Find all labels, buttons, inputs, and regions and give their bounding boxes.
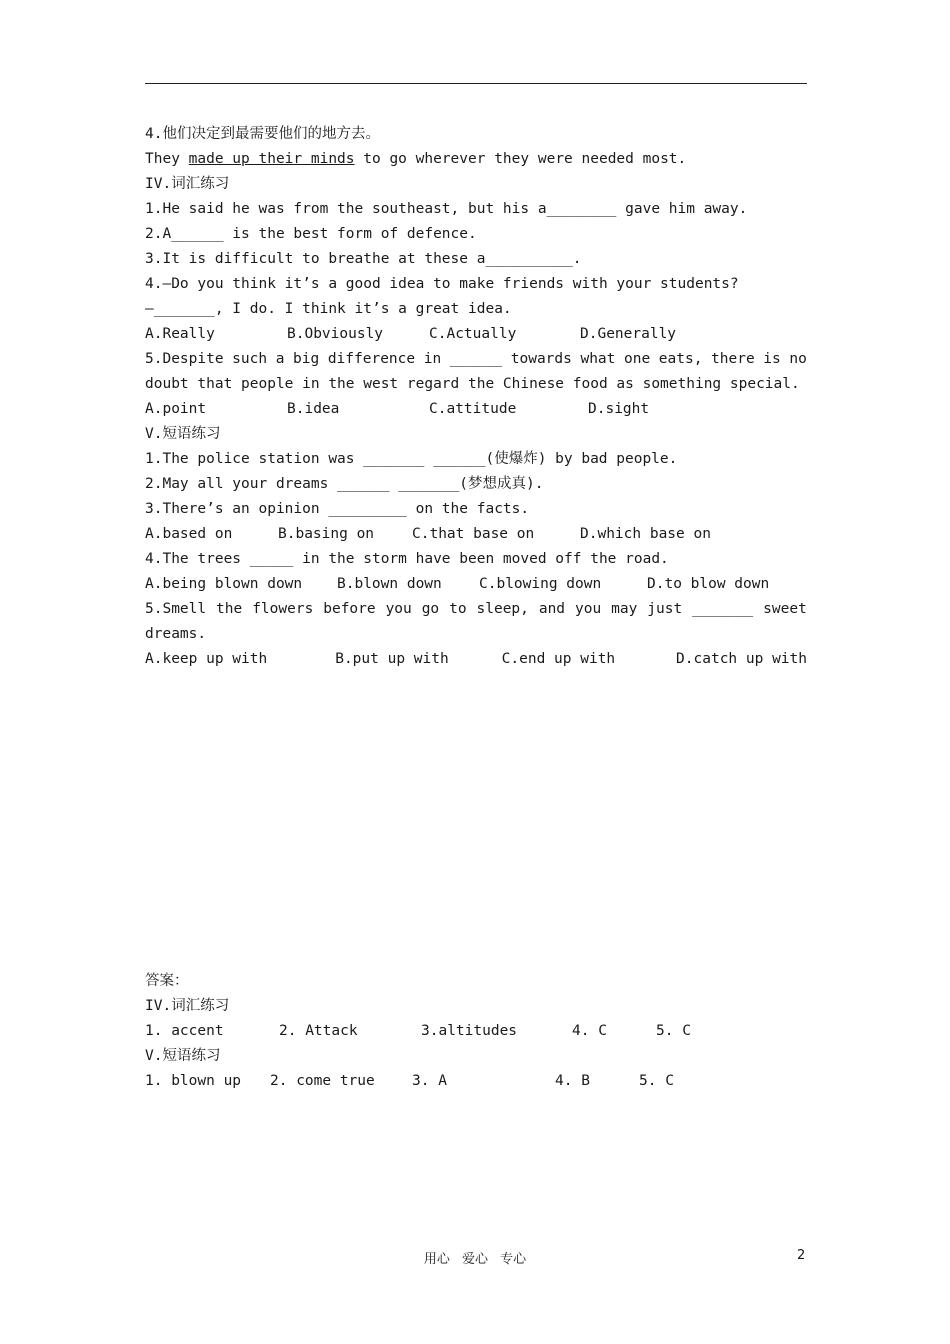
answers-title: 答案： [145, 973, 189, 989]
vocab-question-3: 3.It is difficult to breathe at these a__________. [145, 251, 582, 267]
option-d: D.to blow down [647, 576, 770, 592]
phrase-question-3-options [145, 522, 807, 547]
option-a: A.based on [145, 526, 233, 542]
phrase-question-1: 1.The police station was _______ ______(使爆炸) by bad people. [145, 451, 678, 467]
page-number: 2 [797, 1248, 806, 1263]
answer-item: 1. accent [145, 1023, 224, 1039]
phrase-question-5-line-2: dreams. [145, 626, 207, 642]
word: big [293, 351, 320, 367]
option-a: A.Really [145, 326, 215, 342]
word: sleep, [476, 601, 529, 617]
word: eats, [658, 351, 703, 367]
phrase-question-4: 4.The trees _____ in the storm have been moved off the road. [145, 551, 669, 567]
option-c: C.that base on [412, 526, 535, 542]
answer-blank: _______ [692, 601, 754, 617]
option-c: C.end up with [501, 651, 616, 667]
answer-item: 1. blown up [145, 1073, 242, 1089]
sentence-4-chinese: 4.他们决定到最需要他们的地方去。 [145, 126, 380, 142]
option-d: D.which base on [580, 526, 711, 542]
answers-phrase-heading: V.短语练习 [145, 1048, 221, 1064]
vocab-question-2: 2.A______ is the best form of defence. [145, 226, 477, 242]
answer-item: 2. Attack [279, 1023, 358, 1039]
word: the [216, 601, 243, 617]
word: there [711, 351, 755, 367]
option-c: C.attitude [429, 401, 517, 417]
option-b: B.idea [287, 401, 340, 417]
option-b: B.put up with [335, 651, 449, 667]
word: and [538, 601, 566, 617]
sentence-4-suffix: to go wherever they were needed most. [354, 151, 687, 167]
word: one [623, 351, 651, 367]
phrase-question-3: 3.There’s an opinion _________ on the facts. [145, 501, 530, 517]
answer-item: 3. A [412, 1073, 447, 1089]
vocab-question-1: 1.He said he was from the southeast, but his a________ gave him away. [145, 201, 748, 217]
phrase-question-5-options [145, 647, 807, 672]
vocab-question-5-line-1 [145, 347, 807, 372]
vocab-question-4-prompt: 4.—Do you think it’s a good idea to make friends with your students? [145, 276, 739, 292]
answers-vocab-list [145, 1019, 807, 1044]
answer-item: 3.altitudes [421, 1023, 518, 1039]
word: before [323, 601, 376, 617]
vocab-question-4-options [145, 322, 807, 347]
phrase-question-5-line-1 [145, 597, 807, 622]
answer-item: 5. C [656, 1023, 691, 1039]
word: just [647, 601, 683, 617]
word: is [763, 351, 781, 367]
word: flowers [252, 601, 314, 617]
vocab-heading: IV.词汇练习 [145, 176, 230, 192]
word: you [385, 601, 412, 617]
document-body [145, 122, 807, 1094]
sentence-4-prefix: They [145, 151, 189, 167]
word: sweet [763, 601, 807, 617]
word: 5.Despite [145, 351, 224, 367]
answer-item: 2. come true [270, 1073, 375, 1089]
option-c: C.Actually [429, 326, 517, 342]
phrase-question-4-options [145, 572, 807, 597]
footer-motto: 用心 爱心 专心 [423, 1252, 527, 1267]
word: may [611, 601, 638, 617]
answers-phrase-list [145, 1069, 807, 1094]
blank-space [145, 672, 807, 969]
sentence-4-english [145, 147, 807, 172]
word: you [574, 601, 602, 617]
word: go [421, 601, 440, 617]
option-b: B.Obviously [287, 326, 384, 342]
word: 5.Smell [145, 601, 207, 617]
answer-blank: ______ [449, 351, 503, 367]
answers-vocab-heading: IV.词汇练习 [145, 998, 230, 1014]
word: difference [327, 351, 416, 367]
word: in [423, 351, 442, 367]
phrase-heading: V.短语练习 [145, 426, 221, 442]
vocab-question-5-options [145, 397, 807, 422]
option-b: B.basing on [278, 526, 375, 542]
answer-item: 4. C [572, 1023, 607, 1039]
vocab-question-5-line-2: doubt that people in the west regard the Chinese food as something special. [145, 376, 800, 392]
answer-item: 5. C [639, 1073, 674, 1089]
option-a: A.point [145, 401, 207, 417]
option-d: D.sight [588, 401, 650, 417]
word: a [275, 351, 285, 367]
word: no [789, 351, 807, 367]
phrase-question-2: 2.May all your dreams ______ _______(梦想成真). [145, 476, 544, 492]
option-d: D.Generally [580, 326, 677, 342]
option-a: A.being blown down [145, 576, 303, 592]
word: such [232, 351, 268, 367]
underlined-phrase: made up their minds [188, 151, 355, 167]
header-rule [145, 83, 807, 84]
option-d: D.catch up with [676, 651, 807, 667]
option-c: C.blowing down [479, 576, 602, 592]
word: what [580, 351, 616, 367]
vocab-question-4-reply: —_______, I do. I think it’s a great idea. [145, 301, 512, 317]
option-a: A.keep up with [145, 651, 268, 667]
word: to [449, 601, 467, 617]
answer-item: 4. B [555, 1073, 590, 1089]
word: towards [510, 351, 572, 367]
option-b: B.blown down [337, 576, 442, 592]
